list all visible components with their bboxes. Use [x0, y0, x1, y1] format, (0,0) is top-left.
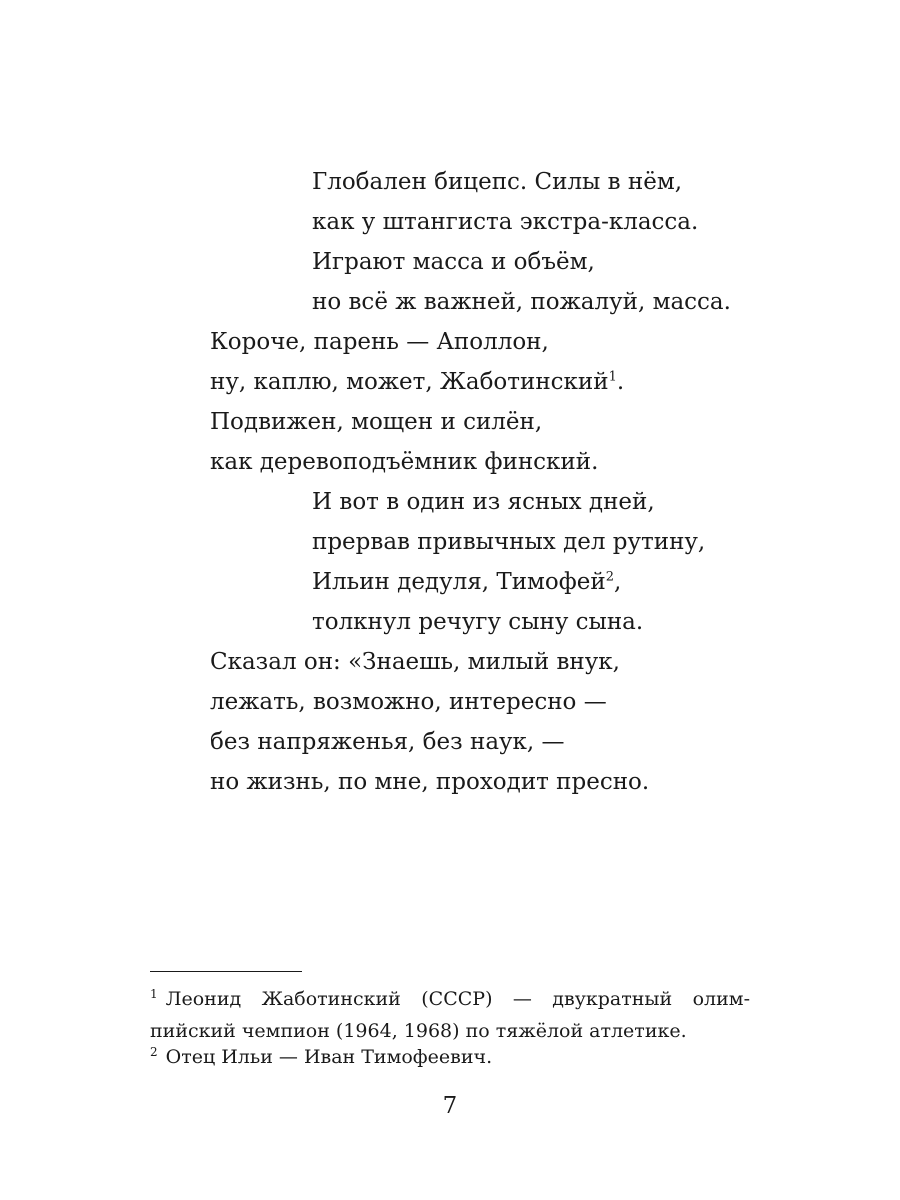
poem-line: лежать, возможно, интересно — — [210, 689, 607, 715]
footnote-number: 1 — [150, 986, 158, 1001]
poem-line: И вот в один из ясных дней, — [312, 489, 655, 515]
poem-line: как у штангиста экстра-класса. — [312, 209, 699, 235]
poem-line: Играют масса и объём, — [312, 249, 595, 275]
poem-line: Глобален бицепс. Силы в нём, — [312, 169, 683, 195]
footnote-number: 2 — [150, 1044, 158, 1059]
footnote-text: Отец Ильи — Иван Тимофеевич. — [165, 1046, 493, 1068]
poem-line: но жизнь, по мне, проходит пресно. — [210, 769, 650, 795]
punctuation: , — [614, 569, 622, 595]
poem-line: Подвижен, мощен и силён, — [210, 409, 543, 435]
poem-line: как деревоподъёмник финский. — [210, 449, 599, 475]
poem-line: Короче, парень — Аполлон, — [210, 329, 549, 355]
poem-line: толкнул речугу сыну сына. — [312, 609, 644, 635]
punctuation: . — [616, 369, 625, 395]
poem-line: прервав привычных дел рутину, — [312, 529, 706, 555]
footnote-1 — [150, 983, 750, 1047]
page-number: 7 — [442, 1093, 458, 1119]
poem-line-text: Ильин дедуля, Тимофей — [312, 569, 606, 595]
footnote-2 — [150, 1041, 750, 1073]
poem-line — [312, 562, 621, 602]
footnote-text: Леонид Жаботинский (СССР) — двукратный олим- — [165, 988, 750, 1010]
poem-line: но всё ж важней, пожалуй, масса. — [312, 289, 731, 315]
footnote-line: пийский чемпион (1964, 1968) по тяжёлой атлетике. — [150, 1020, 687, 1042]
poem-line-text: ну, каплю, может, Жаботинский — [210, 369, 609, 395]
footnote-ref[interactable]: 2 — [605, 569, 615, 585]
poem-line — [210, 362, 624, 402]
footnote-line — [150, 983, 750, 1015]
poem-line: без напряженья, без наук, — — [210, 729, 565, 755]
footnote-divider — [150, 971, 302, 972]
footnote-ref[interactable]: 1 — [608, 369, 617, 385]
poem-line: Сказал он: «Знаешь, милый внук, — [210, 649, 620, 675]
